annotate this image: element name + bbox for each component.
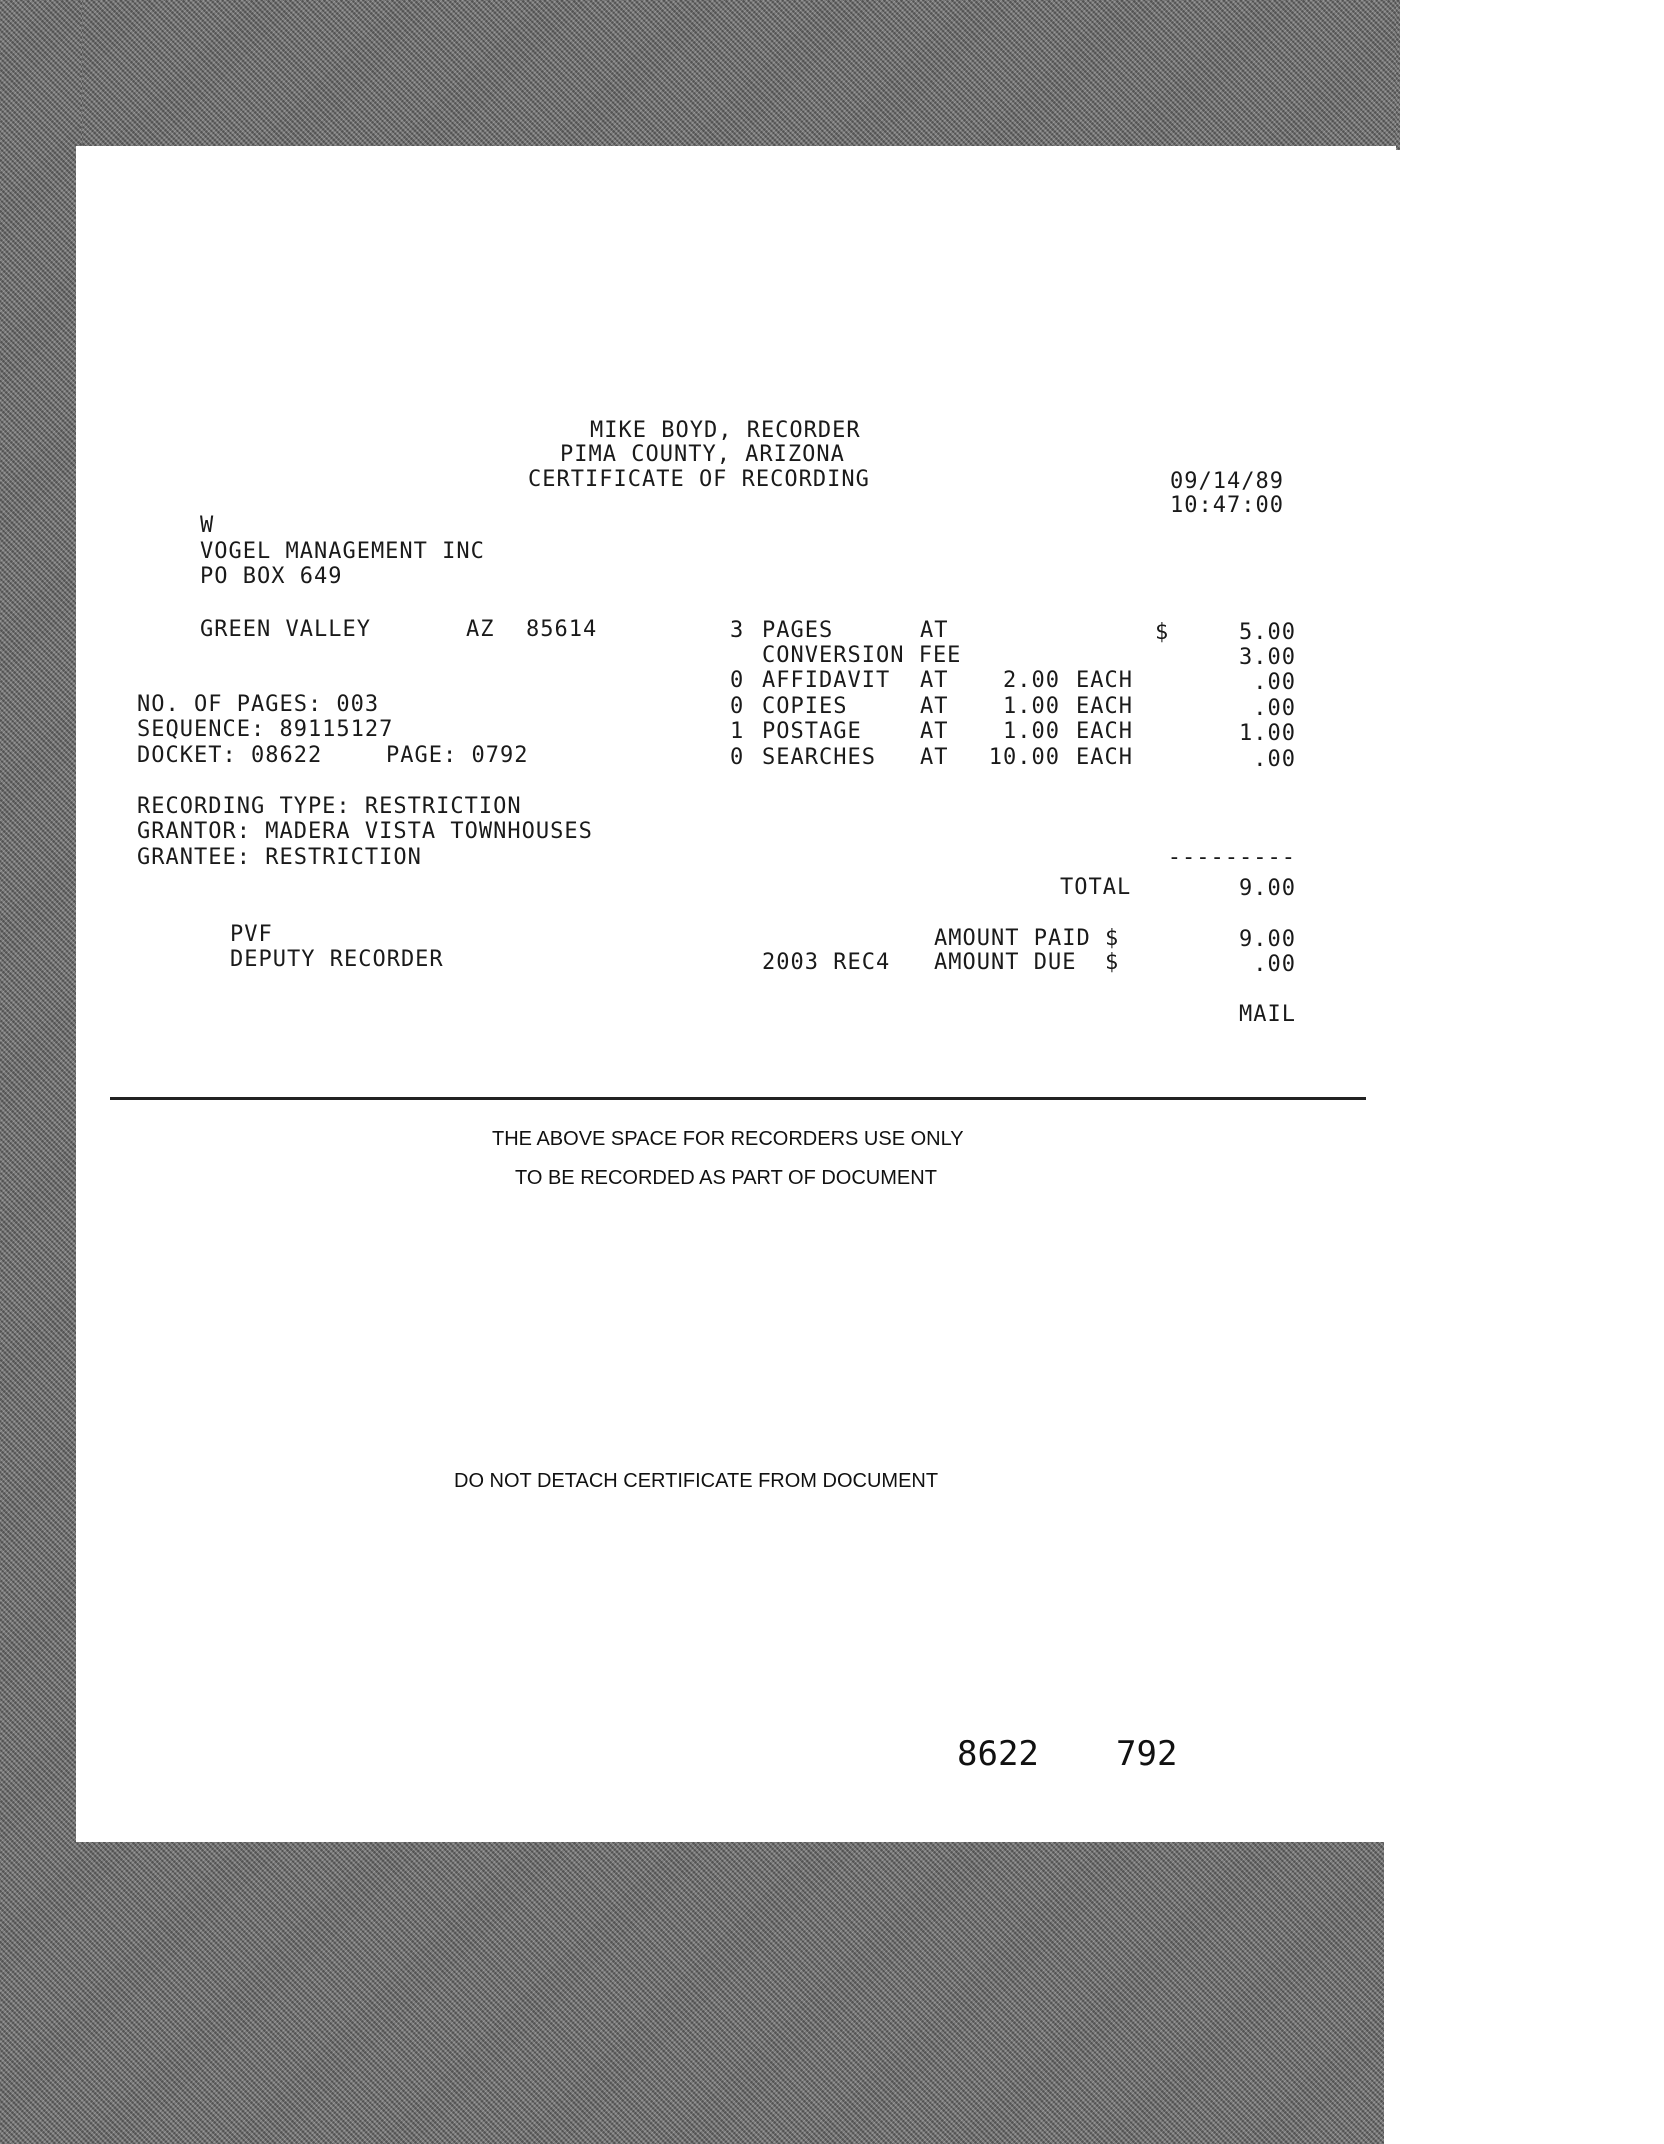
fee-amount: .00 [1253, 747, 1296, 772]
delivery-method: MAIL [1239, 1002, 1296, 1027]
fee-item: CONVERSION FEE [762, 643, 962, 668]
fee-each: EACH [1076, 745, 1133, 770]
footer-page-number: 792 [1116, 1734, 1178, 1774]
fee-amount: .00 [1253, 670, 1296, 695]
total-underline: --------- [1167, 845, 1296, 870]
record-date: 09/14/89 [1170, 469, 1284, 494]
fee-qty: 0 [730, 668, 745, 693]
fee-rate: 10.00 [988, 745, 1060, 770]
register-id: 2003 REC4 [762, 950, 891, 975]
fee-qty: 1 [730, 719, 745, 744]
county-name: PIMA COUNTY, ARIZONA [560, 442, 845, 467]
fee-rate: 1.00 [1003, 719, 1060, 744]
grantee: GRANTEE: RESTRICTION [137, 845, 422, 870]
scan-border-top [0, 0, 1400, 150]
recording-type: RECORDING TYPE: RESTRICTION [137, 794, 522, 819]
fee-qty: 0 [730, 694, 745, 719]
fee-qty: 3 [730, 618, 745, 643]
fee-at: AT [920, 745, 949, 770]
record-time: 10:47:00 [1170, 493, 1284, 518]
fee-each: EACH [1076, 719, 1133, 744]
certificate-title: CERTIFICATE OF RECORDING [528, 467, 870, 492]
addressee-state: AZ [466, 617, 495, 642]
fee-each: EACH [1076, 694, 1133, 719]
recorders-use-notice: THE ABOVE SPACE FOR RECORDERS USE ONLY [492, 1128, 964, 1150]
deputy-initials: PVF [230, 922, 273, 947]
page-number: PAGE: 0792 [386, 743, 529, 768]
addressee-city: GREEN VALLEY [200, 617, 371, 642]
fee-item: AFFIDAVIT [762, 668, 891, 693]
fee-amount: 3.00 [1239, 645, 1296, 670]
fee-at: AT [920, 719, 949, 744]
total-label: TOTAL [1060, 875, 1132, 900]
scan-border-bottom [0, 1840, 1384, 2144]
fee-amount: .00 [1253, 696, 1296, 721]
fee-item: POSTAGE [762, 719, 862, 744]
amount-due-label: AMOUNT DUE $ [934, 950, 1120, 975]
addressee-code: W [200, 513, 215, 538]
fee-qty: 0 [730, 745, 745, 770]
recorder-space-divider [110, 1097, 1366, 1100]
footer-docket-number: 8622 [957, 1734, 1039, 1774]
fee-item: PAGES [762, 618, 834, 643]
docket-number: DOCKET: 08622 [137, 743, 323, 768]
amount-paid-label: AMOUNT PAID $ [934, 926, 1120, 951]
fee-item: SEARCHES [762, 745, 876, 770]
fee-item: COPIES [762, 694, 848, 719]
fee-rate: 1.00 [1003, 694, 1060, 719]
do-not-detach-notice: DO NOT DETACH CERTIFICATE FROM DOCUMENT [454, 1470, 939, 1492]
certificate-paper [76, 146, 1396, 1842]
scan-border-top-right [1396, 0, 1400, 150]
addressee-zip: 85614 [526, 617, 598, 642]
fee-amount: 1.00 [1239, 721, 1296, 746]
total-amount: 9.00 [1239, 876, 1296, 901]
recorder-name: MIKE BOYD, RECORDER [590, 418, 861, 443]
fee-at: AT [920, 668, 949, 693]
amount-due: .00 [1253, 952, 1296, 977]
to-be-recorded-notice: TO BE RECORDED AS PART OF DOCUMENT [515, 1167, 937, 1189]
number-of-pages: NO. OF PAGES: 003 [137, 692, 380, 717]
fee-at: AT [920, 618, 949, 643]
sequence-number: SEQUENCE: 89115127 [137, 717, 394, 742]
fee-each: EACH [1076, 668, 1133, 693]
fee-rate: 2.00 [1003, 668, 1060, 693]
amount-paid: 9.00 [1239, 927, 1296, 952]
fee-dollar: $ [1155, 620, 1170, 645]
addressee-po-box: PO BOX 649 [200, 564, 343, 589]
fee-amount: 5.00 [1239, 620, 1296, 645]
deputy-title: DEPUTY RECORDER [230, 947, 444, 972]
scan-border-left [0, 0, 82, 2144]
fee-at: AT [920, 694, 949, 719]
addressee-name: VOGEL MANAGEMENT INC [200, 539, 485, 564]
grantor: GRANTOR: MADERA VISTA TOWNHOUSES [137, 819, 593, 844]
